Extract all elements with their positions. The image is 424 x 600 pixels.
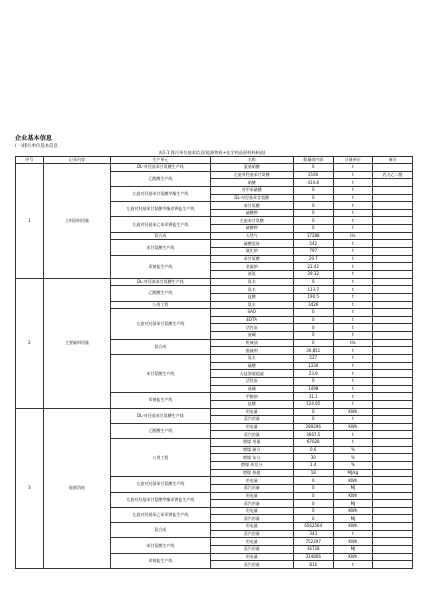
- cell-name: 天然气: [210, 232, 293, 240]
- cell-measure: t: [333, 362, 373, 370]
- cell-index: 3: [16, 408, 44, 568]
- cell-quantity: 31.1: [293, 393, 333, 401]
- cell-quantity: 0: [293, 477, 333, 485]
- cell-name: 盐酸: [210, 400, 293, 408]
- cell-name: 氨水: [210, 278, 293, 286]
- cell-unit: 氨合成: [111, 232, 210, 240]
- cell-unit: 左旋对羟基苯甘氨酸甲酯生产线: [111, 186, 210, 201]
- cell-note: [373, 385, 413, 393]
- cell-note: [373, 278, 413, 286]
- cell-quantity: 0: [293, 225, 333, 233]
- section-subheading: (一)排污单位基本信息: [15, 144, 58, 149]
- cell-unit: 氨合成: [111, 339, 210, 354]
- table-row: [16, 278, 413, 286]
- cell-name: 硫酸钾: [210, 225, 293, 233]
- header-index: 序号: [16, 157, 44, 164]
- cell-note: [373, 439, 413, 447]
- cell-name: 燃煤 硫分: [210, 446, 293, 454]
- cell-unit: 苯甘氨酸生产线: [111, 538, 210, 553]
- cell-unit: 公用工程: [111, 439, 210, 477]
- cell-measure: t: [333, 530, 373, 538]
- cell-quantity: 0: [293, 492, 333, 500]
- cell-name: 用电量: [210, 553, 293, 561]
- cell-measure: MJ: [333, 484, 373, 492]
- cell-name: 燃煤 用量: [210, 439, 293, 447]
- cell-note: [373, 286, 413, 294]
- cell-quantity: 314806: [293, 553, 333, 561]
- cell-quantity: 0: [293, 217, 333, 225]
- cell-measure: t: [333, 385, 373, 393]
- table-row: [16, 164, 413, 172]
- cell-quantity: 23.9: [293, 370, 333, 378]
- cell-quantity: 816: [293, 561, 333, 569]
- cell-measure: t: [333, 263, 373, 271]
- cell-quantity: 0: [293, 164, 333, 172]
- cell-name: 蒸汽用量: [210, 431, 293, 439]
- cell-measure: %: [333, 461, 373, 469]
- cell-name: 氨水: [210, 286, 293, 294]
- cell-name: DL-对羟基苯甘氨酸: [210, 194, 293, 202]
- cell-unit: DL-对羟基苯甘氨酸生产线: [111, 408, 210, 423]
- cell-name: 对甲苯磺酸: [210, 186, 293, 194]
- cell-quantity: 190.5: [293, 293, 333, 301]
- cell-note: [373, 255, 413, 263]
- cell-unit: 乙醛酸生产线: [111, 171, 210, 186]
- cell-note: [373, 423, 413, 431]
- cell-measure: t: [333, 293, 373, 301]
- cell-quantity: 0: [293, 209, 333, 217]
- header-note: 备注: [373, 157, 413, 164]
- cell-note: [373, 186, 413, 194]
- cell-note: [373, 477, 413, 485]
- cell-measure: t: [333, 179, 373, 187]
- cell-unit: 乙醛酸生产线: [111, 286, 210, 301]
- table-caption: 表1-1 排污单位基本信息(能源物质+化学药品原料药制造): [158, 150, 266, 155]
- cell-name: 用电量: [210, 423, 293, 431]
- cell-quantity: 0: [293, 202, 333, 210]
- cell-name: 用电量: [210, 507, 293, 515]
- cell-measure: KWh: [333, 408, 373, 416]
- cell-note: [373, 553, 413, 561]
- cell-name: 燃煤 热值: [210, 469, 293, 477]
- cell-measure: t/a: [333, 339, 373, 347]
- header-record: 记录内容: [43, 157, 110, 164]
- cell-quantity: 0: [293, 377, 333, 385]
- cell-note: [373, 194, 413, 202]
- cell-measure: MJ: [333, 515, 373, 523]
- cell-name: 左旋苯甘氨酸: [210, 217, 293, 225]
- cell-note: [373, 293, 413, 301]
- cell-quantity: 124.95: [293, 400, 333, 408]
- cell-quantity: 527: [293, 355, 333, 363]
- cell-quantity: 752297: [293, 538, 333, 546]
- cell-note: [373, 309, 413, 317]
- cell-measure: t: [333, 431, 373, 439]
- section-heading: 企业基本信息: [15, 135, 53, 142]
- cell-unit: DL-对羟基苯甘氨酸生产线: [111, 164, 210, 172]
- cell-note: [373, 270, 413, 278]
- cell-measure: t: [333, 194, 373, 202]
- cell-measure: t: [333, 400, 373, 408]
- cell-measure: t: [333, 255, 373, 263]
- header-measure: 计量单位: [333, 157, 373, 164]
- cell-quantity: 18: [293, 469, 333, 477]
- cell-index: 1: [16, 164, 44, 279]
- cell-note: [373, 400, 413, 408]
- cell-name: EDTA: [210, 316, 293, 324]
- cell-name: 蒸汽用量: [210, 515, 293, 523]
- cell-name: 液碱: [210, 385, 293, 393]
- cell-name: 硫酸钾: [210, 209, 293, 217]
- basic-info-table: [15, 156, 413, 569]
- cell-name: 用电量: [210, 477, 293, 485]
- cell-quantity: 30.851: [293, 347, 333, 355]
- cell-note: [373, 507, 413, 515]
- cell-name: 硫酸氢铵: [210, 240, 293, 248]
- cell-quantity: 0: [293, 332, 333, 340]
- cell-unit: 公用工程: [111, 301, 210, 309]
- cell-quantity: 343: [293, 530, 333, 538]
- cell-quantity: 17288: [293, 232, 333, 240]
- cell-name: 苯甘氨酸: [210, 255, 293, 263]
- cell-unit: 左旋对羟基苯乙苯邓钾盐生产线: [111, 507, 210, 522]
- cell-unit: 苯甘氨酸生产线: [111, 240, 210, 255]
- cell-measure: t: [333, 301, 373, 309]
- cell-measure: t: [333, 171, 373, 179]
- cell-name: 用电量: [210, 538, 293, 546]
- cell-record: 主要辅料用量: [43, 278, 110, 408]
- cell-name: 金属钠: [210, 263, 293, 271]
- cell-quantity: 0: [293, 186, 333, 194]
- cell-measure: KWh: [333, 492, 373, 500]
- cell-name: 蒸汽用量: [210, 416, 293, 424]
- cell-note: [373, 469, 413, 477]
- cell-note: [373, 209, 413, 217]
- cell-measure: t: [333, 439, 373, 447]
- cell-measure: %: [333, 446, 373, 454]
- cell-name: 无盐溶液超滤: [210, 370, 293, 378]
- cell-measure: t: [333, 324, 373, 332]
- cell-measure: t: [333, 347, 373, 355]
- cell-note: [373, 484, 413, 492]
- cell-note: [373, 225, 413, 233]
- cell-note: [373, 446, 413, 454]
- cell-quantity: 414.8: [293, 179, 333, 187]
- cell-quantity: 289296: [293, 423, 333, 431]
- cell-measure: t: [333, 270, 373, 278]
- cell-measure: t: [333, 278, 373, 286]
- cell-unit: 左旋对羟基苯甘氨酸甲酯邓钾盐生产线: [111, 492, 210, 507]
- cell-name: 氰化钠: [210, 248, 293, 256]
- cell-measure: t: [333, 240, 373, 248]
- cell-note: [373, 530, 413, 538]
- table-row: [16, 408, 413, 416]
- cell-measure: t: [333, 416, 373, 424]
- cell-note: [373, 202, 413, 210]
- table-header-row: [16, 157, 413, 164]
- cell-note: [373, 500, 413, 508]
- cell-quantity: 67028: [293, 439, 333, 447]
- cell-measure: KWh: [333, 553, 373, 561]
- cell-name: 燃煤 挥发分: [210, 461, 293, 469]
- cell-quantity: 29.7: [293, 255, 333, 263]
- table-body: [16, 164, 413, 569]
- cell-note: [373, 339, 413, 347]
- header-quantity: 数量或内容: [293, 157, 333, 164]
- cell-note: [373, 355, 413, 363]
- cell-name: 燃煤 灰分: [210, 454, 293, 462]
- cell-measure: t: [333, 377, 373, 385]
- cell-quantity: 0: [293, 339, 333, 347]
- cell-unit: 苯甘氨酸生产线: [111, 355, 210, 393]
- cell-unit: 左旋对羟基苯甘氨酸生产线: [111, 477, 210, 492]
- cell-measure: t: [333, 309, 373, 317]
- cell-quantity: 21.42: [293, 263, 333, 271]
- cell-record: 能源消耗: [43, 408, 110, 568]
- cell-measure: t: [333, 225, 373, 233]
- cell-measure: t: [333, 164, 373, 172]
- header-name: 名称: [210, 157, 293, 164]
- cell-quantity: 0.6: [293, 446, 333, 454]
- cell-quantity: 0: [293, 500, 333, 508]
- cell-name: 苯甘氨酸: [210, 202, 293, 210]
- cell-quantity: 113.7: [293, 286, 333, 294]
- cell-note: [373, 416, 413, 424]
- cell-note: [373, 301, 413, 309]
- cell-quantity: 0: [293, 507, 333, 515]
- cell-name: SAO: [210, 309, 293, 317]
- cell-quantity: 2160: [293, 171, 333, 179]
- cell-note: [373, 523, 413, 531]
- cell-measure: MJ/kg: [333, 469, 373, 477]
- cell-note: [373, 408, 413, 416]
- cell-note: [373, 232, 413, 240]
- cell-name: 机械油: [210, 339, 293, 347]
- cell-name: 液碱: [210, 332, 293, 340]
- cell-measure: t: [333, 202, 373, 210]
- cell-quantity: 3667.5: [293, 431, 333, 439]
- cell-measure: t: [333, 186, 373, 194]
- cell-measure: KWh: [333, 507, 373, 515]
- cell-measure: t: [333, 370, 373, 378]
- cell-unit: 左旋对羟基苯乙苯邓钾盐生产线: [111, 217, 210, 232]
- cell-measure: t: [333, 355, 373, 363]
- cell-note: [373, 454, 413, 462]
- cell-name: 活性炭: [210, 377, 293, 385]
- cell-measure: MJ: [333, 546, 373, 554]
- cell-quantity: 0: [293, 309, 333, 317]
- cell-note: [373, 546, 413, 554]
- cell-note: 乳为乙二醛: [373, 171, 413, 179]
- cell-note: [373, 515, 413, 523]
- cell-quantity: 6562564: [293, 523, 333, 531]
- cell-quantity: 0: [293, 408, 333, 416]
- cell-name: 用电量: [210, 492, 293, 500]
- cell-note: [373, 431, 413, 439]
- cell-name: 脱硫剂: [210, 347, 293, 355]
- cell-note: [373, 164, 413, 172]
- cell-name: 蒸汽用量: [210, 561, 293, 569]
- cell-name: 液氨: [210, 270, 293, 278]
- cell-quantity: 0: [293, 316, 333, 324]
- cell-name: 氯基硝酸: [210, 164, 293, 172]
- cell-name: 蒸汽用量: [210, 484, 293, 492]
- cell-name: 活性炭: [210, 324, 293, 332]
- cell-measure: t: [333, 561, 373, 569]
- cell-name: 蒸汽用量: [210, 546, 293, 554]
- cell-name: 氨水: [210, 355, 293, 363]
- cell-note: [373, 370, 413, 378]
- cell-quantity: 0: [293, 278, 333, 286]
- cell-measure: KWh: [333, 538, 373, 546]
- cell-quantity: 0: [293, 416, 333, 424]
- cell-note: [373, 263, 413, 271]
- cell-note: [373, 332, 413, 340]
- cell-quantity: 0: [293, 515, 333, 523]
- cell-quantity: 1.4: [293, 461, 333, 469]
- cell-measure: MJ: [333, 500, 373, 508]
- cell-name: 硫酸: [210, 362, 293, 370]
- cell-measure: t: [333, 217, 373, 225]
- cell-note: [373, 362, 413, 370]
- cell-quantity: 30: [293, 454, 333, 462]
- cell-unit: 左旋对羟基苯甘氨酸甲酯邓钾盐生产线: [111, 202, 210, 217]
- cell-unit: 氨合成: [111, 523, 210, 538]
- cell-measure: t: [333, 316, 373, 324]
- cell-name: 蒸汽用量: [210, 530, 293, 538]
- cell-note: [373, 561, 413, 569]
- cell-measure: t: [333, 286, 373, 294]
- cell-quantity: 1498: [293, 385, 333, 393]
- cell-note: [373, 248, 413, 256]
- cell-quantity: 3426: [293, 301, 333, 309]
- cell-unit: 乙醛酸生产线: [111, 423, 210, 438]
- cell-measure: t: [333, 209, 373, 217]
- cell-index: 2: [16, 278, 44, 408]
- cell-note: [373, 179, 413, 187]
- cell-note: [373, 393, 413, 401]
- cell-measure: KWh: [333, 423, 373, 431]
- cell-unit: 邓钠盐生产线: [111, 553, 210, 568]
- cell-name: 甲醇钠: [210, 393, 293, 401]
- cell-name: 蒸汽用量: [210, 500, 293, 508]
- cell-note: [373, 240, 413, 248]
- cell-measure: %: [333, 454, 373, 462]
- cell-unit: 邓钠盐生产线: [111, 255, 210, 278]
- cell-measure: t: [333, 332, 373, 340]
- cell-note: [373, 347, 413, 355]
- cell-name: 左旋对羟基苯甘氨酸: [210, 171, 293, 179]
- cell-note: [373, 324, 413, 332]
- cell-measure: t/a: [333, 232, 373, 240]
- cell-quantity: 797: [293, 248, 333, 256]
- cell-quantity: 1330: [293, 362, 333, 370]
- cell-name: 用电量: [210, 523, 293, 531]
- cell-note: [373, 492, 413, 500]
- cell-quantity: 542: [293, 240, 333, 248]
- cell-note: [373, 538, 413, 546]
- cell-quantity: 29.32: [293, 270, 333, 278]
- cell-measure: t: [333, 248, 373, 256]
- cell-quantity: 16728: [293, 546, 333, 554]
- cell-name: 盐酸: [210, 293, 293, 301]
- cell-name: 用电量: [210, 408, 293, 416]
- cell-record: 主料原料用量: [43, 164, 110, 279]
- cell-unit: DL-对羟基苯甘氨酸生产线: [111, 278, 210, 286]
- cell-unit: 左旋对羟基苯甘氨酸生产线: [111, 309, 210, 340]
- cell-note: [373, 377, 413, 385]
- cell-quantity: 0: [293, 324, 333, 332]
- cell-quantity: 0: [293, 484, 333, 492]
- cell-note: [373, 217, 413, 225]
- cell-measure: t: [333, 393, 373, 401]
- header-unit: 生产单元: [111, 157, 210, 164]
- cell-name: 氨水: [210, 301, 293, 309]
- cell-measure: KWh: [333, 523, 373, 531]
- cell-measure: KWh: [333, 477, 373, 485]
- cell-note: [373, 316, 413, 324]
- cell-quantity: 0: [293, 194, 333, 202]
- cell-unit: 邓钠盐生产线: [111, 393, 210, 408]
- cell-name: 硝酸: [210, 179, 293, 187]
- cell-note: [373, 461, 413, 469]
